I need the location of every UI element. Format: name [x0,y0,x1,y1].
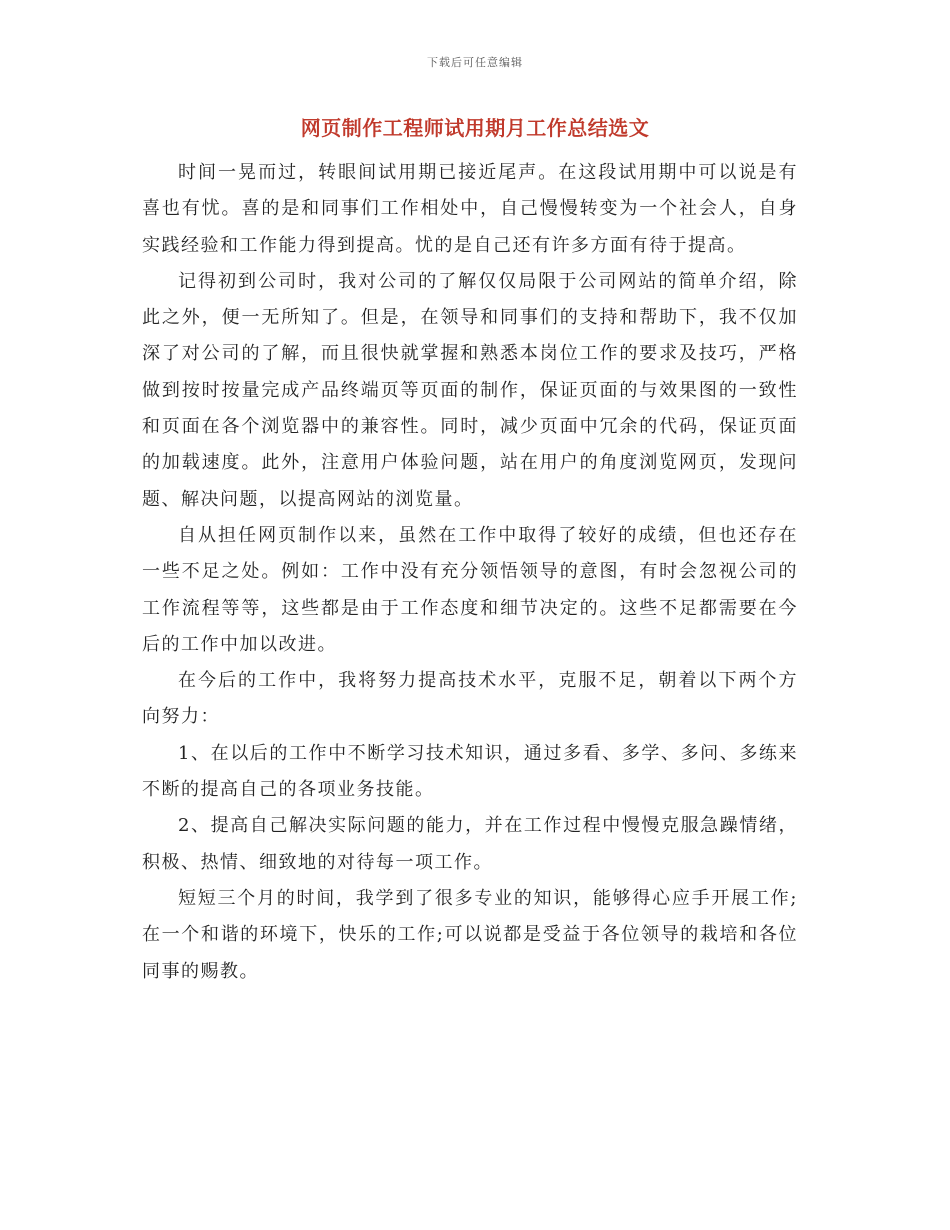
paragraph-shortcomings: 自从担任网页制作以来，虽然在工作中取得了较好的成绩，但也还存在一些不足之处。例如：工作中没有充分领悟领导的意图，有时会忽视公司的工作流程等等，这些都是由于工作态度和细节决定的。这些不足都需要在今后的工作中加以改进。 [142,524,798,655]
header-note: 下载后可任意编辑 [427,56,523,69]
document-title: 网页制作工程师试用期月工作总结选文 [300,116,650,140]
paragraph-intro: 时间一晃而过，转眼间试用期已接近尾声。在这段试用期中可以说是有喜也有忧。喜的是和同事们工作相处中，自己慢慢转变为一个社会人，自身实践经验和工作能力得到提高。忧的是自己还有许多方面有待于提高。 [142,162,798,256]
document-body [142,155,798,990]
paragraph-conclusion: 短短三个月的时间，我学到了很多专业的知识，能够得心应手开展工作;在一个和谐的环境下，快乐的工作;可以说都是受益于各位领导的栽培和各位同事的赐教。 [142,887,798,982]
paragraph-future: 在今后的工作中，我将努力提高技术水平，克服不足，朝着以下两个方向努力： [142,670,798,728]
paragraph-company: 记得初到公司时，我对公司的了解仅仅局限于公司网站的简单介绍，除此之外，便一无所知了。但是，在领导和同事们的支持和帮助下，我不仅加深了对公司的了解，而且很快就掌握和熟悉本岗位工作的要求及技巧，严格做到按时按量完成产品终端页等页面的制作，保证页面的与效果图的一致性和页面在各个浏览器中的兼容性。同时，减少页面中冗余的代码，保证页面的加载速度。此外，注意用户体验问题，站在用户的角度浏览网页，发现问题、解决问题，以提高网站的浏览量。 [142,270,798,510]
paragraph-item-1: 1、在以后的工作中不断学习技术知识，通过多看、多学、多问、多练来不断的提高自己的各项业务技能。 [142,742,798,801]
paragraph-item-2: 2、提高自己解决实际问题的能力，并在工作过程中慢慢克服急躁情绪，积极、热情、细致地的对待每一项工作。 [142,815,798,873]
